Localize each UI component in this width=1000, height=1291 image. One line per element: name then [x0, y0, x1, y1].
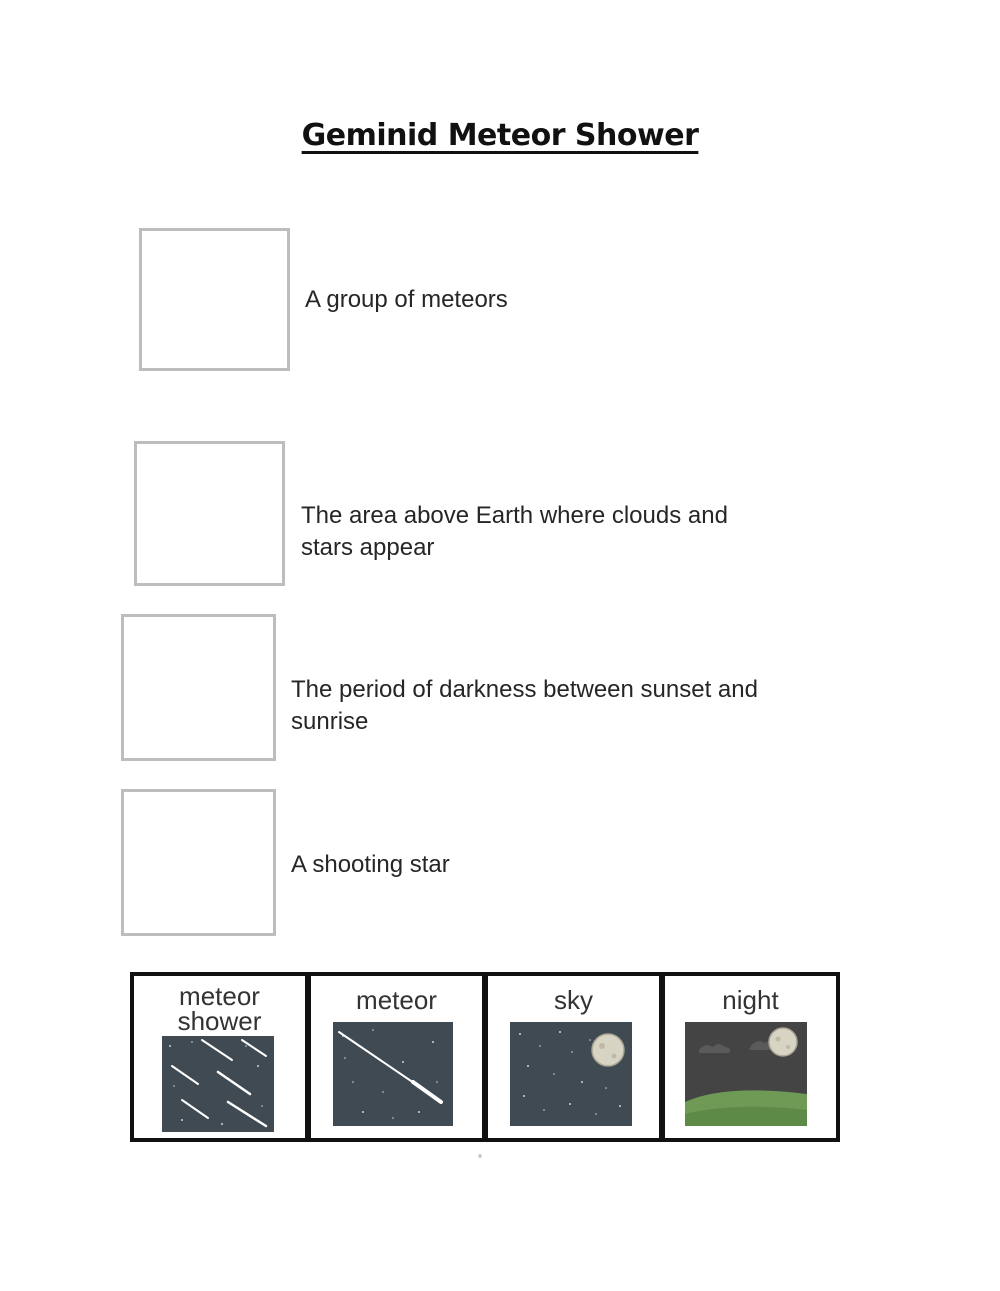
- definition-1: A group of meteors: [305, 286, 508, 313]
- word-card-meteor-shower[interactable]: [134, 976, 305, 1138]
- answer-box-4[interactable]: [121, 789, 276, 936]
- night-icon: [685, 1022, 807, 1126]
- word-label-meteor-shower: meteor shower: [177, 981, 262, 1036]
- word-label-night: night: [722, 985, 779, 1015]
- definition-3: The period of darkness between sunset and sunrise: [291, 676, 758, 735]
- word-card-night[interactable]: [665, 976, 836, 1138]
- answer-box-2[interactable]: [134, 441, 285, 586]
- word-card-meteor[interactable]: [311, 976, 482, 1138]
- word-label-sky: sky: [554, 985, 593, 1015]
- definition-4: A shooting star: [291, 851, 450, 878]
- page-mark: °: [478, 1154, 482, 1165]
- answer-box-3[interactable]: [121, 614, 276, 761]
- definition-2: The area above Earth where clouds and stars appear: [301, 502, 728, 561]
- sky-icon: [510, 1022, 632, 1126]
- word-label-meteor: meteor: [356, 985, 437, 1015]
- meteor-icon: [333, 1022, 453, 1126]
- meteor-shower-icon: [162, 1036, 274, 1132]
- page-title: Geminid Meteor Shower: [301, 118, 699, 153]
- word-card-sky[interactable]: [488, 976, 659, 1138]
- answer-box-1[interactable]: [139, 228, 290, 371]
- word-bank: [130, 972, 840, 1142]
